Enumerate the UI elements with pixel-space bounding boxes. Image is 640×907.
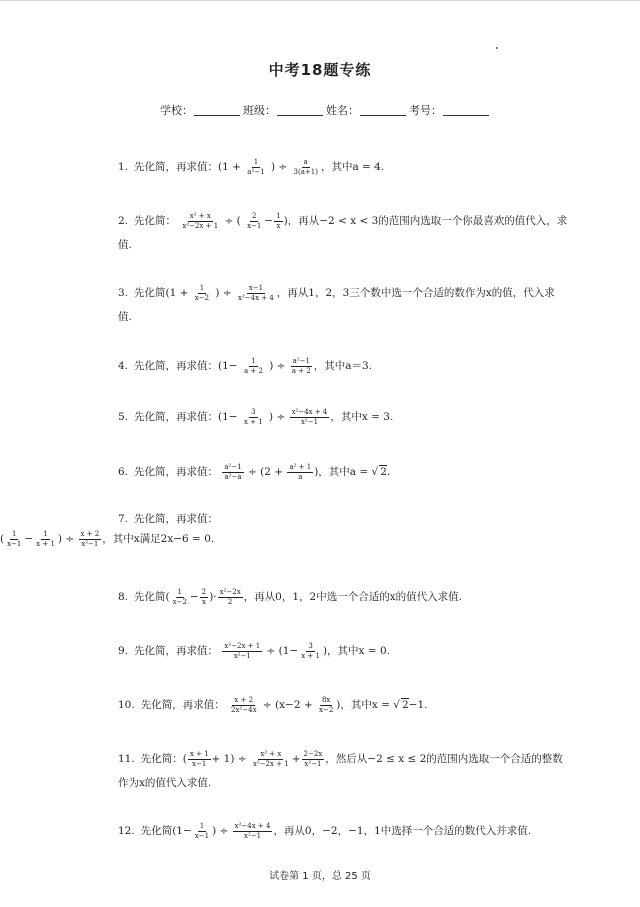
numerator: x + 2 (80, 529, 100, 538)
denominator: x−1 (247, 221, 262, 230)
question-8 (118, 587, 548, 607)
numerator: x² + x (189, 211, 211, 220)
question-text: )，其中a = (314, 466, 369, 478)
question-text: 先化简，再求值：(1 + (134, 161, 241, 173)
name-blank[interactable] (360, 104, 406, 116)
question-text: ) ÷ (270, 161, 288, 173)
denominator: x + 1 (301, 651, 320, 660)
question-number: 11. (118, 753, 135, 765)
scan-speck (496, 47, 498, 49)
radicand: 2 (380, 466, 387, 478)
numerator: x² + x (260, 749, 282, 758)
denominator: x (276, 221, 281, 230)
numerator: a²−1 (292, 356, 310, 365)
denominator: x²−1 (300, 417, 319, 426)
page-footer: 试卷第 1 页，总 25 页 (269, 871, 371, 882)
question-text: 先化简，再求值： (134, 645, 219, 657)
question-text: − (189, 591, 199, 603)
fraction (193, 822, 211, 841)
question-9 (118, 641, 548, 661)
question-2 (118, 211, 568, 255)
question-text: − (24, 533, 34, 545)
fraction (171, 588, 189, 607)
question-1 (118, 157, 548, 177)
question-text: + (291, 753, 301, 765)
fraction (290, 408, 330, 427)
fraction (274, 212, 282, 231)
question-text: ，其中a = 4. (320, 161, 385, 173)
denominator: 2x²−4x (231, 705, 257, 714)
numerator: 2−2x (303, 749, 323, 758)
question-text: 先化简：( (140, 753, 187, 765)
question-text: 先化简，再求值： (140, 699, 225, 711)
fraction (290, 357, 313, 376)
question-text: ÷ (1− (266, 645, 299, 657)
question-number: 3. (118, 287, 129, 299)
fraction (222, 642, 262, 661)
fraction (218, 588, 243, 607)
denominator: x²−4x + 4 (238, 293, 274, 302)
question-text: 先化简(1 + (134, 287, 189, 299)
question-text: )· (209, 591, 217, 603)
denominator: a + 2 (243, 366, 263, 375)
name-label: 姓名： (326, 104, 359, 117)
question-12 (118, 821, 548, 841)
numerator: 1 (199, 821, 205, 830)
fraction (242, 357, 265, 376)
numerator: 3 (251, 407, 256, 416)
numerator: x²−2x + 1 (224, 641, 261, 650)
fraction (188, 750, 211, 769)
question-text: 先化简(1− (140, 825, 192, 837)
numerator: 8x (321, 695, 331, 704)
denominator: x²−2x + 1 (182, 221, 219, 230)
numerator: 1 (43, 529, 48, 538)
fraction (200, 588, 208, 607)
question-text: )，再从−2 < x < 3的范围内选取一个你最喜欢的值代入，求 (283, 215, 568, 227)
school-blank[interactable] (194, 104, 240, 116)
denominator: 3(a+1) (293, 167, 318, 176)
question-text: ) ÷ (212, 825, 229, 837)
numerator: 1 (276, 211, 281, 220)
numerator: 1 (12, 529, 17, 538)
numerator: a (303, 157, 308, 166)
question-text: ) ÷ (269, 360, 286, 372)
numerator: x²−4x + 4 (234, 821, 271, 830)
numerator: 2 (252, 211, 257, 220)
fraction (193, 284, 211, 303)
question-text: ) ÷ (57, 533, 75, 545)
numerator: x + 1 (189, 749, 209, 758)
denominator: a²−a (224, 472, 242, 481)
student-info-line (160, 102, 492, 118)
fraction (222, 463, 243, 482)
question-text: ，再从0，−2，−1，1中选择一个合适的数代入并求值. (273, 825, 532, 837)
denominator: x²−2x + 1 (252, 759, 289, 768)
question-text: 先化简，再求值： (134, 466, 219, 478)
denominator: x (201, 597, 206, 606)
exam-no-blank[interactable] (443, 104, 489, 116)
question-number: 10. (118, 699, 135, 711)
question-text: ) ÷ (215, 287, 232, 299)
exam-no-label: 考号： (409, 104, 442, 117)
numerator: 1 (177, 587, 183, 596)
question-text: ，其中a＝3. (313, 360, 373, 372)
question-5 (118, 407, 548, 427)
fraction (236, 284, 276, 303)
fraction (5, 530, 23, 549)
class-blank[interactable] (277, 104, 323, 116)
denominator: a (298, 472, 303, 481)
denominator: x−1 (194, 831, 210, 840)
class-label: 班级： (243, 104, 276, 117)
numerator: a²−1 (224, 462, 242, 471)
question-number: 7. (118, 513, 129, 525)
question-text: ，其中x = 3. (330, 411, 394, 423)
fraction (79, 530, 102, 549)
question-number: 1. (118, 161, 129, 173)
question-text: + 1) ÷ (211, 753, 247, 765)
question-text: ( (0, 533, 5, 545)
fraction (242, 408, 265, 427)
denominator: x²−1 (81, 539, 99, 548)
fraction (299, 642, 322, 661)
denominator: x²−1 (244, 831, 262, 840)
numerator: 1 (199, 283, 205, 292)
question-text: 先化简： (134, 215, 177, 227)
question-text: )，其中x = 0. (322, 645, 390, 657)
question-text: ，再从0，1，2中选一个合适的x的值代入求值. (243, 591, 462, 603)
question-text: ÷ (x−2 + (262, 699, 313, 711)
numerator: 2 (201, 587, 207, 596)
question-text: ÷ (2 + (248, 466, 284, 478)
denominator: x²−1 (233, 651, 251, 660)
numerator: a² + 1 (289, 462, 312, 471)
question-text: ，然后从−2 ≤ x ≤ 2的范围内选取一个合适的整数 (325, 753, 563, 765)
fraction (34, 530, 57, 549)
page-title: 中考18题专练 (268, 61, 372, 79)
numerator: 1 (253, 157, 259, 166)
question-text: 先化简，再求值：(1− (134, 411, 238, 423)
sqrt-icon: √ (393, 699, 400, 711)
question-number: 5. (118, 411, 129, 423)
question-line-2: 值. (118, 311, 132, 323)
question-number: 12. (118, 825, 135, 837)
denominator: x−2 (172, 597, 187, 606)
numerator: x−1 (248, 283, 264, 292)
question-text: )，其中x = (336, 699, 390, 711)
fraction (245, 158, 266, 177)
numerator: x²−2x (219, 587, 241, 596)
question-text: ，再从1，2，3三个数中选一个合适的数作为x的值，代入求 (276, 287, 555, 299)
fraction (287, 463, 313, 482)
denominator: x−1 (7, 539, 22, 548)
question-10 (118, 695, 548, 715)
school-label: 学校： (160, 104, 193, 117)
question-number: 9. (118, 645, 129, 657)
numerator: 1 (251, 356, 256, 365)
numerator: x²−4x + 4 (291, 407, 328, 416)
denominator: x−1 (192, 759, 207, 768)
fraction (317, 696, 335, 715)
fraction (292, 158, 320, 177)
question-text: ) ÷ (269, 411, 286, 423)
question-3 (118, 283, 555, 327)
question-11 (118, 749, 563, 793)
question-text: ，其中x满足2x−6 = 0. (102, 533, 215, 545)
question-text: −1. (408, 699, 428, 711)
question-line-2 (0, 529, 548, 549)
fraction (302, 750, 325, 769)
question-text: 先化简，再求值：(1− (134, 360, 238, 372)
numerator: x + 2 (234, 695, 254, 704)
question-number: 6. (118, 466, 129, 478)
fraction (251, 750, 291, 769)
question-4 (118, 356, 548, 376)
denominator: a + 2 (291, 366, 311, 375)
question-text: ÷ ( (224, 215, 241, 227)
radicand: 2 (401, 699, 409, 711)
question-number: 8. (118, 591, 129, 603)
question-line-2: 值. (118, 239, 132, 251)
question-number: 4. (118, 360, 129, 372)
question-text: 先化简，再求值： (134, 513, 219, 525)
denominator: x²−1 (304, 759, 322, 768)
question-6 (118, 462, 548, 482)
denominator: x + 1 (36, 539, 55, 548)
denominator: x + 1 (243, 417, 263, 426)
fraction (245, 212, 263, 231)
question-text: . (386, 466, 391, 478)
question-number: 2. (118, 215, 129, 227)
fraction (180, 212, 220, 231)
sqrt-icon: √ (371, 466, 379, 478)
question-7 (0, 509, 548, 549)
denominator: x−2 (194, 293, 210, 302)
denominator: 2 (227, 597, 233, 606)
fraction (233, 822, 273, 841)
denominator: a²−1 (247, 167, 265, 176)
numerator: 3 (308, 641, 313, 650)
question-text: 先化简( (134, 591, 170, 603)
question-line-2: 作为x的值代入求值. (118, 777, 212, 789)
fraction (229, 696, 258, 715)
denominator: x−2 (319, 705, 334, 714)
question-text: − (264, 215, 274, 227)
